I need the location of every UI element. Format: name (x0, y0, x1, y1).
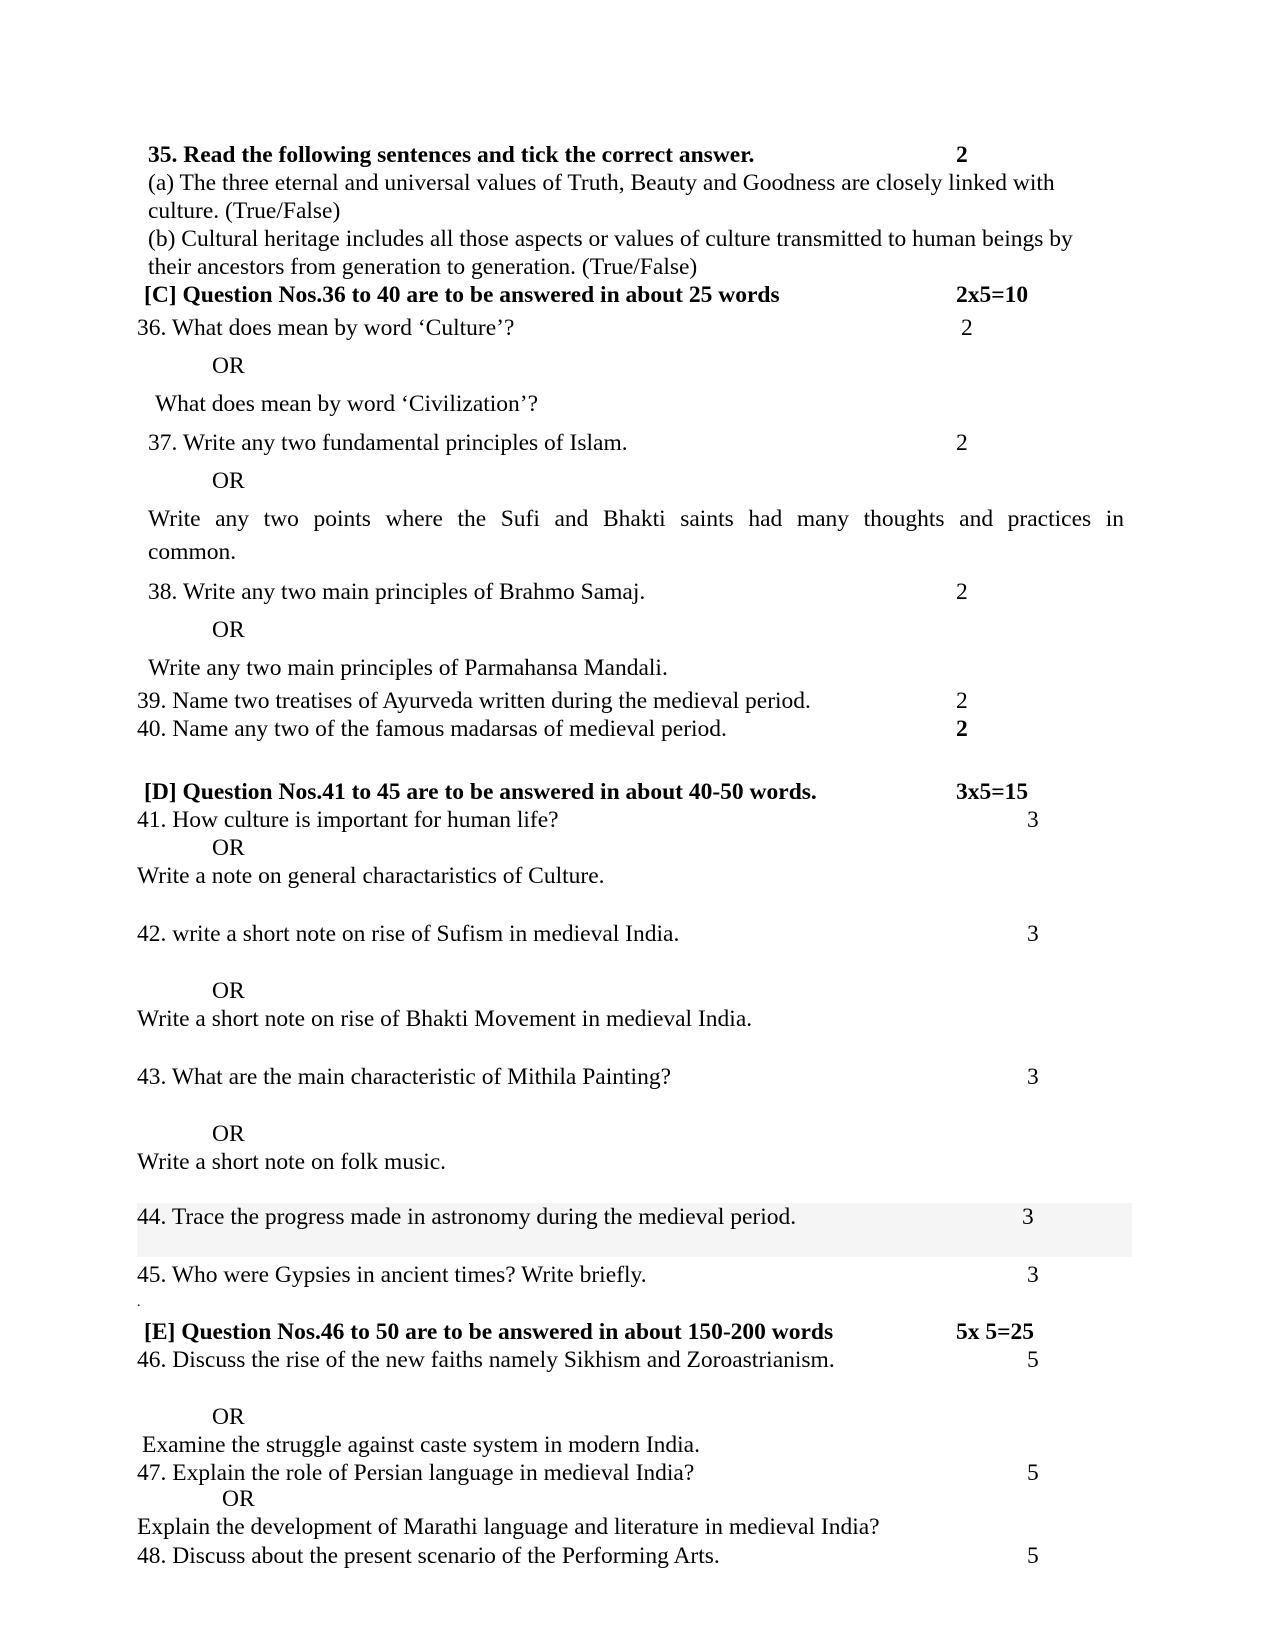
q47-marks: 5 (1027, 1460, 1039, 1486)
q42-marks: 3 (1027, 921, 1039, 947)
q35-marks: 2 (956, 142, 968, 168)
q43-marks: 3 (1027, 1064, 1039, 1090)
q46-or: OR (212, 1404, 245, 1430)
q37-or: OR (212, 468, 245, 494)
q47-or: OR (222, 1486, 255, 1512)
q39-text: 39. Name two treatises of Ayurveda written during the medieval period. (137, 688, 811, 714)
q38-text: 38. Write any two main principles of Brahmo Samaj. (148, 579, 646, 605)
q42-text: 42. write a short note on rise of Sufism in medieval India. (137, 921, 680, 947)
q46-alt: Examine the struggle against caste system in modern India. (142, 1432, 700, 1458)
q46-text: 46. Discuss the rise of the new faiths namely Sikhism and Zoroastrianism. (137, 1347, 835, 1373)
stray-dot: . (137, 1295, 141, 1310)
q40-text: 40. Name any two of the famous madarsas of medieval period. (137, 716, 727, 742)
q47-alt: Explain the development of Marathi language and literature in medieval India? (137, 1514, 880, 1540)
q41-text: 41. How culture is important for human life? (137, 807, 559, 833)
q35-title: 35. Read the following sentences and tick the correct answer. (148, 142, 755, 168)
q42-or: OR (212, 978, 245, 1004)
q44-text: 44. Trace the progress made in astronomy during the medieval period. (137, 1204, 797, 1230)
section-e-heading: [E] Question Nos.46 to 50 are to be answered in about 150-200 words (144, 1319, 834, 1345)
section-c-heading: [C] Question Nos.36 to 40 are to be answered in about 25 words (144, 282, 780, 308)
q41-alt: Write a note on general charactaristics of Culture. (137, 863, 605, 889)
q35-option-b-line1: (b) Cultural heritage includes all those aspects or values of culture transmitted to human beings by (148, 226, 1073, 252)
q48-marks: 5 (1027, 1543, 1039, 1569)
q40-marks: 2 (956, 716, 968, 742)
q47-text: 47. Explain the role of Persian language in medieval India? (137, 1460, 695, 1486)
q43-text: 43. What are the main characteristic of Mithila Painting? (137, 1064, 672, 1090)
q43-alt: Write a short note on folk music. (137, 1149, 447, 1175)
q37-text: 37. Write any two fundamental principles of Islam. (148, 430, 628, 456)
q45-marks: 3 (1027, 1262, 1039, 1288)
q46-marks: 5 (1027, 1347, 1039, 1373)
q37-alt-line1: Write any two points where the Sufi and Bhakti saints had many thoughts and practices in (148, 506, 1124, 532)
q38-marks: 2 (956, 579, 968, 605)
q37-alt-line2: common. (148, 539, 237, 565)
section-d-heading: [D] Question Nos.41 to 45 are to be answered in about 40-50 words. (144, 779, 817, 805)
q38-or: OR (212, 617, 245, 643)
section-d-marks: 3x5=15 (956, 779, 1029, 805)
q41-marks: 3 (1027, 807, 1039, 833)
q44-marks: 3 (1022, 1204, 1034, 1230)
q36-alt: What does mean by word ‘Civilization’? (155, 391, 539, 417)
q48-text: 48. Discuss about the present scenario of the Performing Arts. (137, 1543, 720, 1569)
q42-alt: Write a short note on rise of Bhakti Movement in medieval India. (137, 1006, 753, 1032)
q41-or: OR (212, 835, 245, 861)
q39-marks: 2 (956, 688, 968, 714)
q43-or: OR (212, 1121, 245, 1147)
q45-text: 45. Who were Gypsies in ancient times? Write briefly. (137, 1262, 647, 1288)
section-c-marks: 2x5=10 (956, 282, 1029, 308)
q38-alt: Write any two main principles of Parmahansa Mandali. (148, 655, 668, 681)
q35-option-a-line2: culture. (True/False) (148, 198, 341, 224)
q37-marks: 2 (956, 430, 968, 456)
section-e-marks: 5x 5=25 (956, 1319, 1035, 1345)
q35-option-b-line2: their ancestors from generation to generation. (True/False) (148, 254, 698, 280)
q36-or: OR (212, 353, 245, 379)
q36-text: 36. What does mean by word ‘Culture’? (137, 315, 515, 341)
q35-option-a-line1: (a) The three eternal and universal values of Truth, Beauty and Goodness are closely linked with (148, 170, 1055, 196)
q36-marks: 2 (961, 315, 973, 341)
